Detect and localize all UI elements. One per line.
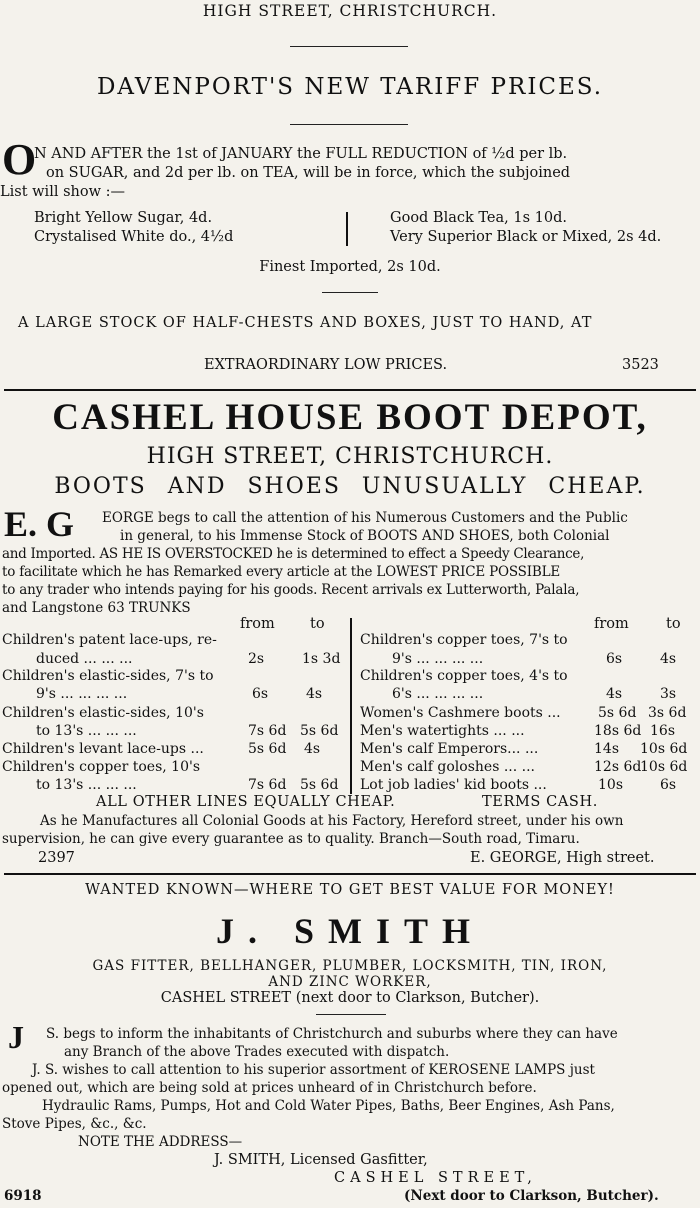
item-from: 7s 6d — [248, 777, 287, 793]
item-name: Men's calf Emperors... ... — [360, 741, 539, 757]
item-to: 5s 6d — [300, 723, 339, 739]
ad3-wanted: WANTED KNOWN—WHERE TO GET BEST VALUE FOR MONEY! — [85, 882, 615, 898]
ad3-body: S. begs to inform the inhabitants of Christchurch and suburbs where they can have — [46, 1026, 618, 1042]
ad3-signature: (Next door to Clarkson, Butcher). — [404, 1188, 659, 1204]
from-label: from — [240, 616, 275, 632]
item-from: 6s — [606, 651, 623, 667]
price-item: Very Superior Black or Mixed, 2s 4d. — [390, 229, 662, 245]
item-to: 6s — [660, 777, 677, 793]
item-name: 9's ... ... ... ... — [392, 651, 484, 667]
column-divider — [346, 212, 348, 246]
stock-line: A LARGE STOCK OF HALF-CHESTS AND BOXES, JUST TO HAND, AT — [18, 315, 593, 331]
item-name: duced ... ... ... — [36, 651, 133, 667]
item-from: 7s 6d — [248, 723, 287, 739]
other-lines: ALL OTHER LINES EQUALLY CHEAP. — [96, 794, 396, 810]
column-divider — [350, 618, 352, 794]
item-name: Children's elastic-sides, 10's — [2, 705, 204, 721]
ad1-title: DAVENPORT'S NEW TARIFF PRICES. — [96, 74, 604, 100]
item-from: 2s — [248, 651, 265, 667]
ad2-signature: E. GEORGE, High street. — [470, 850, 655, 866]
ad3-signature: CASHEL STREET, — [334, 1170, 537, 1186]
ad2-tagline: BOOTS AND SHOES UNUSUALLY CHEAP. — [54, 474, 646, 499]
ad3-body: J. S. wishes to call attention to his superior assortment of KEROSENE LAMPS just — [32, 1062, 595, 1078]
item-from: 6s — [252, 686, 269, 702]
ad-ref: 3523 — [622, 357, 659, 373]
item-name: Children's levant lace-ups ... — [2, 741, 204, 757]
finest-price: Finest Imported, 2s 10d. — [259, 259, 441, 275]
ad2-intro: to facilitate which he has Remarked every article at the LOWEST PRICE POSSIBLE — [2, 564, 560, 580]
item-to: 3s 6d — [648, 705, 687, 721]
price-item: Crystalised White do., 4½d — [34, 229, 234, 245]
item-name: Women's Cashmere boots ... — [360, 705, 561, 721]
item-from: 14s — [594, 741, 619, 757]
terms-cash: TERMS CASH. — [482, 794, 598, 810]
ad3-signature: J. SMITH, Licensed Gasfitter, — [214, 1152, 428, 1168]
ad3-note: NOTE THE ADDRESS— — [78, 1134, 243, 1150]
ad2-intro: to any trader who intends paying for his goods. Recent arrivals ex Lutterworth, Palala, — [2, 582, 580, 598]
ad3-address: CASHEL STREET (next door to Clarkson, Butcher). — [160, 990, 540, 1006]
item-name: to 13's ... ... ... — [36, 723, 137, 739]
item-name: 9's ... ... ... ... — [36, 686, 128, 702]
ad2-title: CASHEL HOUSE BOOT DEPOT, — [52, 397, 648, 438]
section-rule — [4, 389, 696, 391]
drop-cap: O — [2, 135, 37, 184]
drop-cap: E. G — [4, 504, 75, 544]
item-to: 10s 6d — [640, 741, 688, 757]
ad3-body: any Branch of the above Trades executed with dispatch. — [64, 1044, 450, 1060]
section-rule — [4, 873, 696, 875]
item-name: Children's patent lace-ups, re- — [2, 632, 217, 648]
ad1-header: HIGH STREET, CHRISTCHURCH. — [202, 2, 498, 20]
ad3-name: J. SMITH — [215, 911, 485, 951]
item-name: Children's elastic-sides, 7's to — [2, 668, 214, 684]
item-to: 16s — [650, 723, 675, 739]
ad3-body: Stove Pipes, &c., &c. — [2, 1116, 147, 1132]
item-from: 4s — [606, 686, 623, 702]
item-from: 5s 6d — [598, 705, 637, 721]
item-to: 5s 6d — [300, 777, 339, 793]
low-prices: EXTRAORDINARY LOW PRICES. — [204, 357, 448, 373]
ad3-trades: GAS FITTER, BELLHANGER, PLUMBER, LOCKSMITH, TIN, IRON, — [92, 958, 608, 974]
item-from: 5s 6d — [248, 741, 287, 757]
ad1-intro-line2: on SUGAR, and 2d per lb. on TEA, will be in force, which the subjoined — [46, 165, 571, 181]
item-name: Lot job ladies' kid boots ... — [360, 777, 547, 793]
ad2-intro: and Langstone 63 TRUNKS — [2, 600, 191, 616]
drop-cap: J — [8, 1019, 24, 1055]
item-name: Children's copper toes, 4's to — [360, 668, 568, 684]
item-name: Men's calf goloshes ... ... — [360, 759, 535, 775]
item-to: 4s — [306, 686, 323, 702]
item-from: 10s — [598, 777, 623, 793]
item-to: 3s — [660, 686, 677, 702]
ad2-intro: EORGE begs to call the attention of his Numerous Customers and the Public — [102, 510, 628, 526]
item-name: to 13's ... ... ... — [36, 777, 137, 793]
item-from: 18s 6d — [594, 723, 642, 739]
to-label: to — [310, 616, 325, 632]
price-item: Good Black Tea, 1s 10d. — [390, 210, 567, 226]
ad3-body: opened out, which are being sold at prices unheard of in Christchurch before. — [2, 1080, 537, 1096]
item-to: 1s 3d — [302, 651, 341, 667]
manufacture-line: As he Manufactures all Colonial Goods at his Factory, Hereford street, under his own — [40, 813, 624, 829]
ad2-intro: in general, to his Immense Stock of BOOTS AND SHOES, both Colonial — [120, 528, 610, 544]
ad-ref: 2397 — [38, 850, 75, 866]
ad1-intro-line3: List will show :— — [0, 184, 125, 200]
item-to: 10s 6d — [640, 759, 688, 775]
ad3-body: Hydraulic Rams, Pumps, Hot and Cold Water Pipes, Baths, Beer Engines, Ash Pans, — [42, 1098, 615, 1114]
divider — [316, 1014, 386, 1015]
item-name: Children's copper toes, 7's to — [360, 632, 568, 648]
item-to: 4s — [660, 651, 677, 667]
divider — [290, 46, 408, 47]
ad1-intro-line1: N AND AFTER the 1st of JANUARY the FULL REDUCTION of ½d per lb. — [34, 146, 568, 162]
from-label: from — [594, 616, 629, 632]
ad2-intro: and Imported. AS HE IS OVERSTOCKED he is determined to effect a Speedy Clearance, — [2, 546, 585, 562]
item-to: 4s — [304, 741, 321, 757]
price-item: Bright Yellow Sugar, 4d. — [34, 210, 213, 226]
ad3-trades: AND ZINC WORKER, — [268, 974, 432, 990]
manufacture-line: supervision, he can give every guarantee as to quality. Branch—South road, Timaru. — [2, 831, 580, 847]
ad2-subtitle: HIGH STREET, CHRISTCHURCH. — [146, 444, 554, 469]
item-name: Children's copper toes, 10's — [2, 759, 201, 775]
ad-ref: 6918 — [4, 1188, 42, 1204]
to-label: to — [666, 616, 681, 632]
item-name: Men's watertights ... ... — [360, 723, 525, 739]
item-name: 6's ... ... ... ... — [392, 686, 484, 702]
divider — [290, 124, 408, 125]
divider — [322, 292, 378, 293]
item-from: 12s 6d — [594, 759, 642, 775]
